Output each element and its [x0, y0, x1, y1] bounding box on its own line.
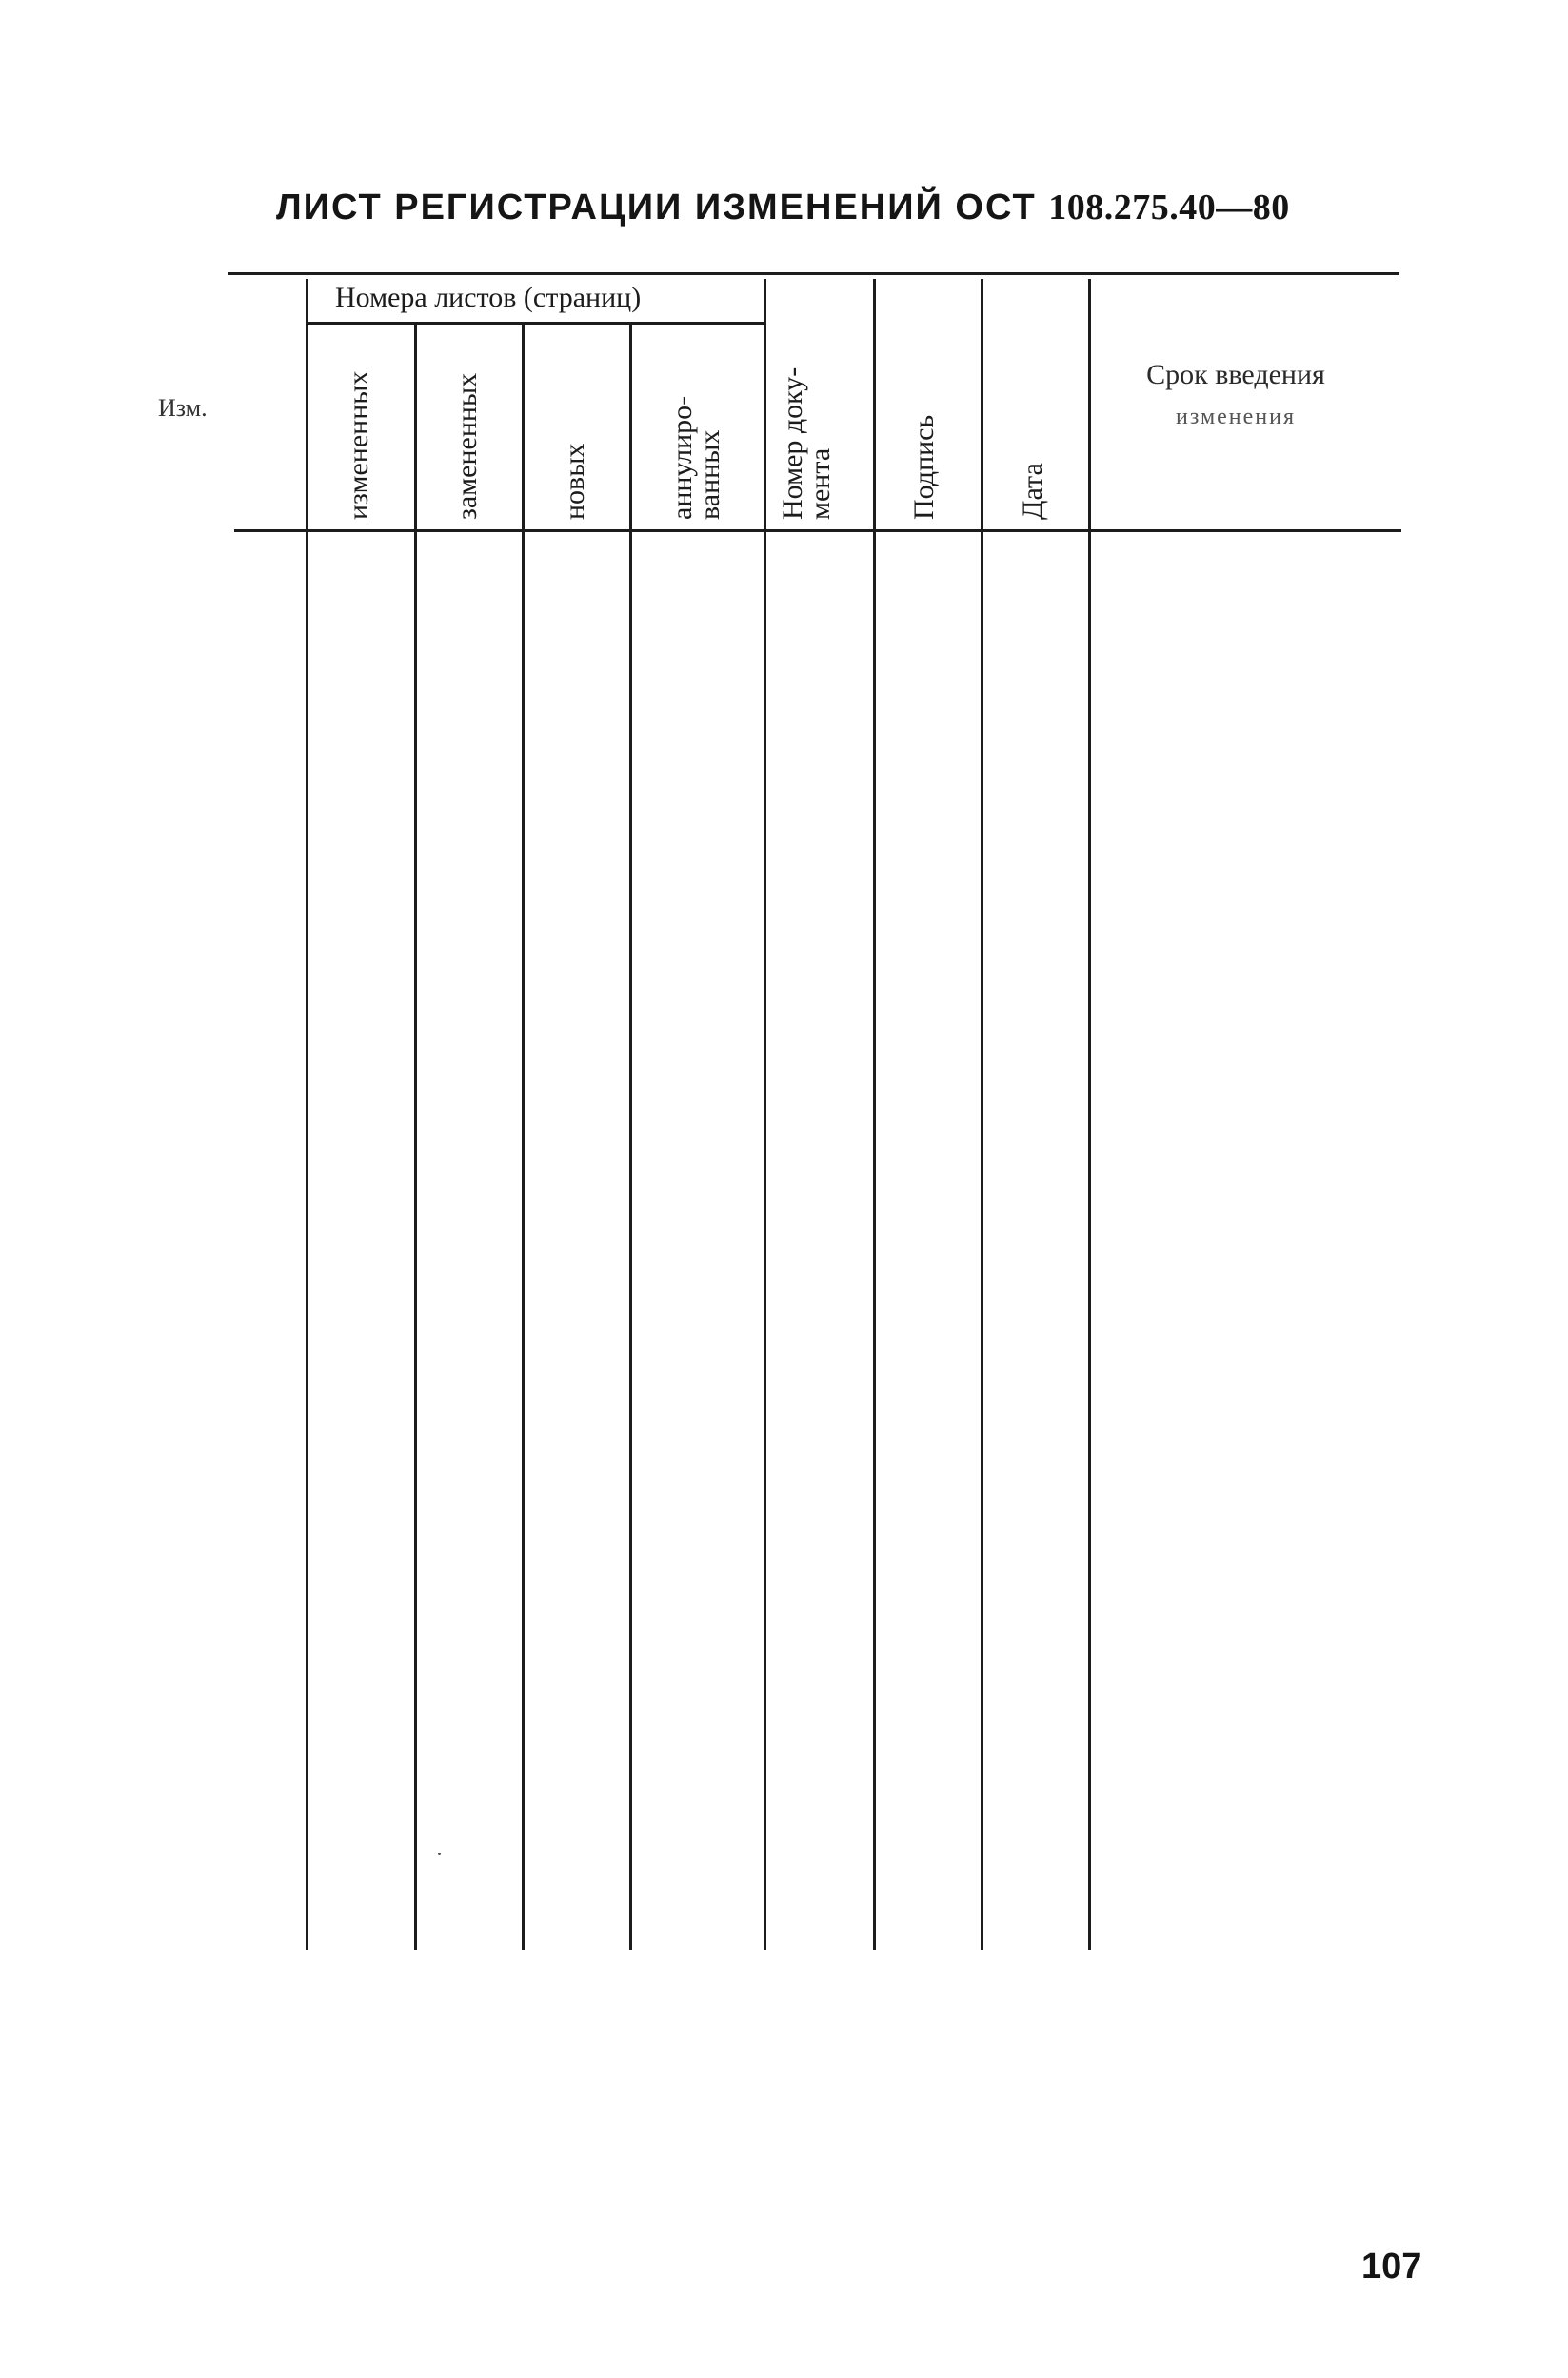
- header-nomer-dokumenta-line2: мента: [804, 447, 836, 520]
- column-divider: [873, 279, 876, 1950]
- table-top-border: [228, 272, 1399, 275]
- header-izmenennyh-text: измененных: [343, 370, 374, 520]
- header-annulirovannyh-line2: ванных: [694, 429, 725, 520]
- document-title: [276, 187, 1290, 228]
- column-divider: [629, 324, 632, 1950]
- header-nomer-dokumenta-line1: Номер доку-: [777, 367, 808, 520]
- header-srok-vvedeniya: [1102, 354, 1369, 438]
- header-podpis: [910, 415, 939, 520]
- column-divider: [522, 324, 525, 1950]
- header-zamenennyh: [453, 373, 482, 520]
- header-nomer-dokumenta: [779, 367, 834, 520]
- document-title-code: 108.275.40—80: [1048, 188, 1290, 228]
- header-data: [1019, 463, 1047, 520]
- header-srok-line1: Срок введения: [1146, 359, 1325, 390]
- document-title-main: ЛИСТ РЕГИСТРАЦИИ ИЗМЕНЕНИЙ ОСТ: [276, 188, 1037, 228]
- column-divider: [764, 279, 766, 1950]
- header-annulirovannyh: [668, 396, 724, 520]
- header-novyh-text: новых: [559, 443, 590, 520]
- header-annulirovannyh-line1: аннулиро-: [666, 395, 698, 520]
- header-data-text: Дата: [1017, 463, 1048, 520]
- group-header-underline: [307, 322, 764, 325]
- header-group-sheet-numbers: Номера листов (страниц): [335, 282, 642, 313]
- table-header-bottom-border: [234, 529, 1401, 532]
- page-number: 107: [1361, 2247, 1422, 2287]
- header-zamenennyh-text: замененных: [451, 372, 483, 520]
- column-divider: [306, 279, 308, 1950]
- column-divider: [981, 279, 983, 1950]
- column-divider: [1088, 279, 1091, 1950]
- header-srok-line2: изменения: [1175, 405, 1297, 429]
- header-novyh: [561, 444, 589, 520]
- header-izmenennyh: [345, 371, 373, 520]
- header-izm: Изм.: [158, 394, 208, 422]
- column-divider: [414, 324, 417, 1950]
- header-podpis-text: Подпись: [908, 414, 940, 520]
- scan-speck: [438, 1853, 441, 1855]
